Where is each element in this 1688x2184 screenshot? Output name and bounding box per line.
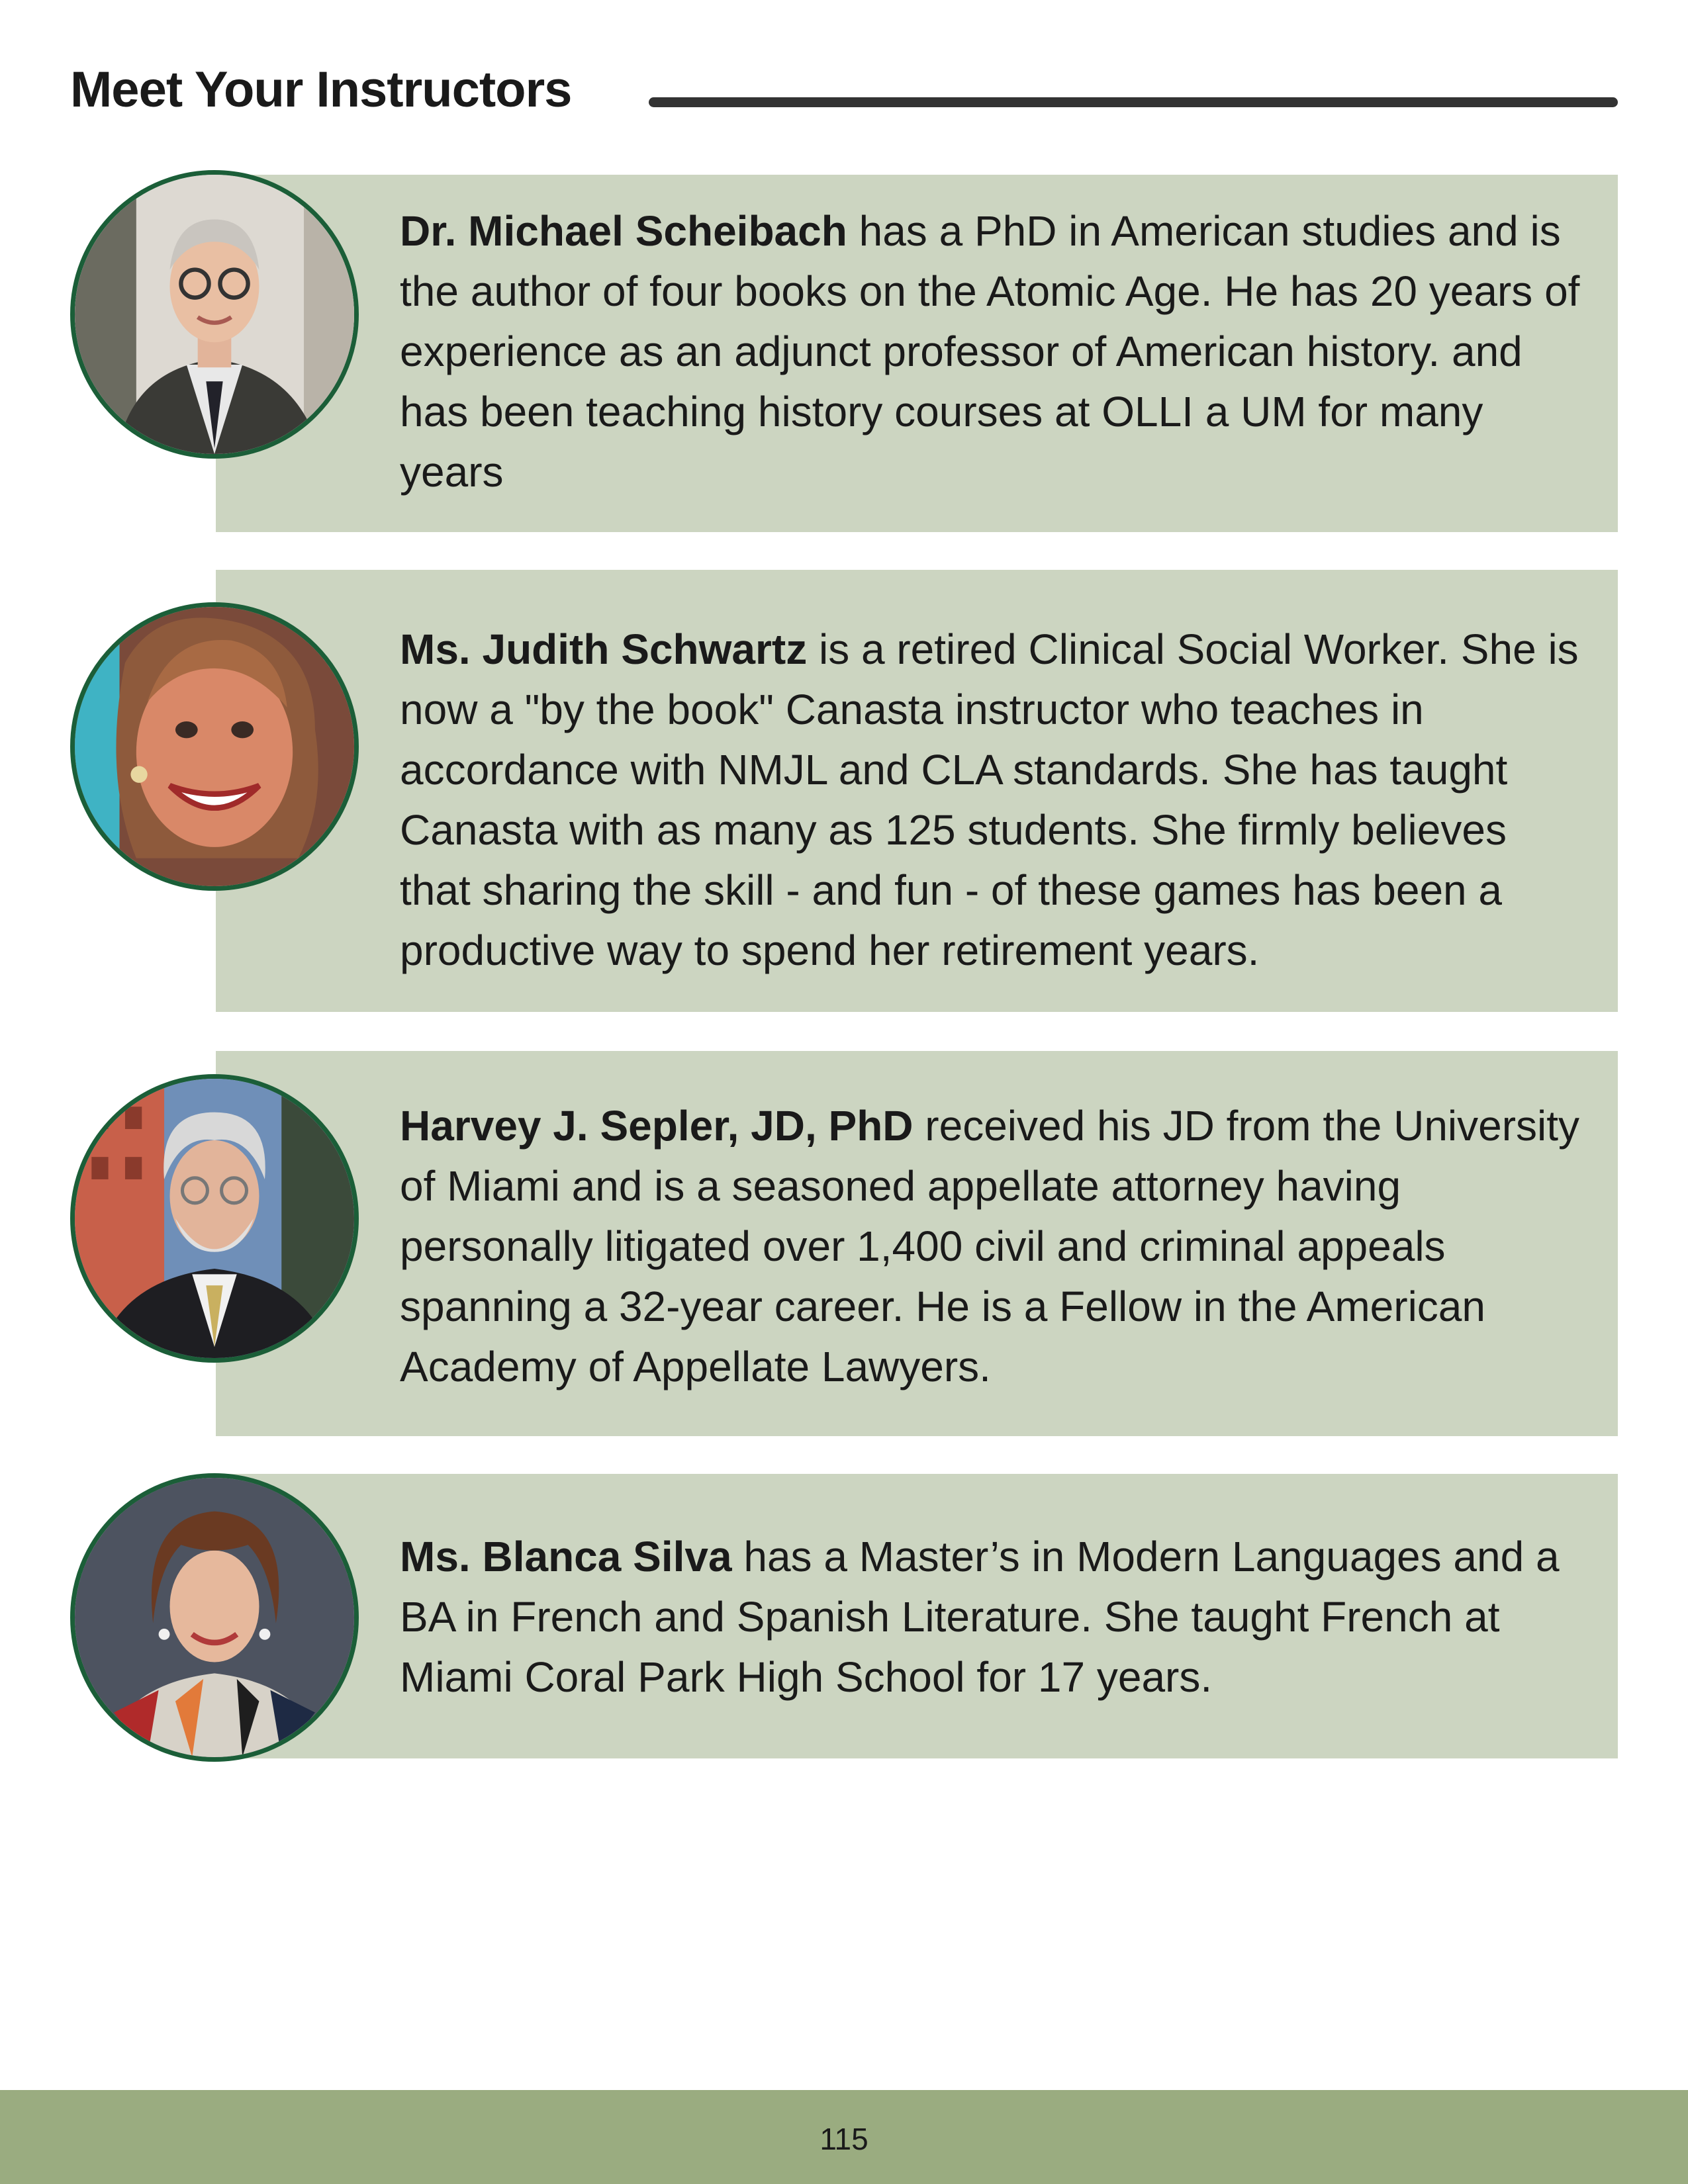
instructor-bio-text <box>400 1096 1589 1397</box>
instructor-card <box>216 1051 1618 1436</box>
instructor-card <box>216 175 1618 532</box>
heading-rule <box>649 97 1618 107</box>
page-number: 115 <box>820 2122 868 2156</box>
instructor-bio: has a PhD in American studies and is the author of four books on the Atomic Age. He has 20 years of experience as an adjunct professor of American history. and has been teaching history courses at OLLI a UM for many years <box>400 207 1580 496</box>
instructor-name: Ms. Blanca Silva <box>400 1533 732 1580</box>
instructor-bio: received his JD from the University of Miami and is a seasoned appellate attorney having personally litigated over 1,400 civil and criminal appeals spanning a 32-year career. He is a Fellow in the American Academy of Appellate Lawyers. <box>400 1102 1580 1390</box>
instructor-photo <box>70 1473 359 1762</box>
instructor-name: Dr. Michael Scheibach <box>400 207 847 255</box>
instructor-card <box>216 1474 1618 1758</box>
instructor-card <box>216 570 1618 1012</box>
page-title: Meet Your Instructors <box>70 62 572 118</box>
instructor-photo <box>70 1074 359 1363</box>
instructor-bio-text <box>400 619 1589 981</box>
instructor-photo <box>70 602 359 891</box>
footer-band <box>0 2090 1688 2184</box>
instructor-photo <box>70 170 359 459</box>
instructor-name: Harvey J. Sepler, JD, PhD <box>400 1102 914 1150</box>
instructor-bio-text <box>400 201 1589 502</box>
instructor-name: Ms. Judith Schwartz <box>400 625 808 673</box>
instructor-bio-text <box>400 1527 1589 1707</box>
instructor-bio: is a retired Clinical Social Worker. She is now a "by the book" Canasta instructor who teaches in accordance with NMJL and CLA standards. She has taught Canasta with as many as 125 students. She firmly believes that sharing the skill - and fun - of these games has been a productive way to spend her retirement years. <box>400 625 1579 974</box>
instructor-bio: has a Master’s in Modern Languages and a BA in French and Spanish Literature. She taught French at Miami Coral Park High School for 17 years. <box>400 1533 1560 1701</box>
